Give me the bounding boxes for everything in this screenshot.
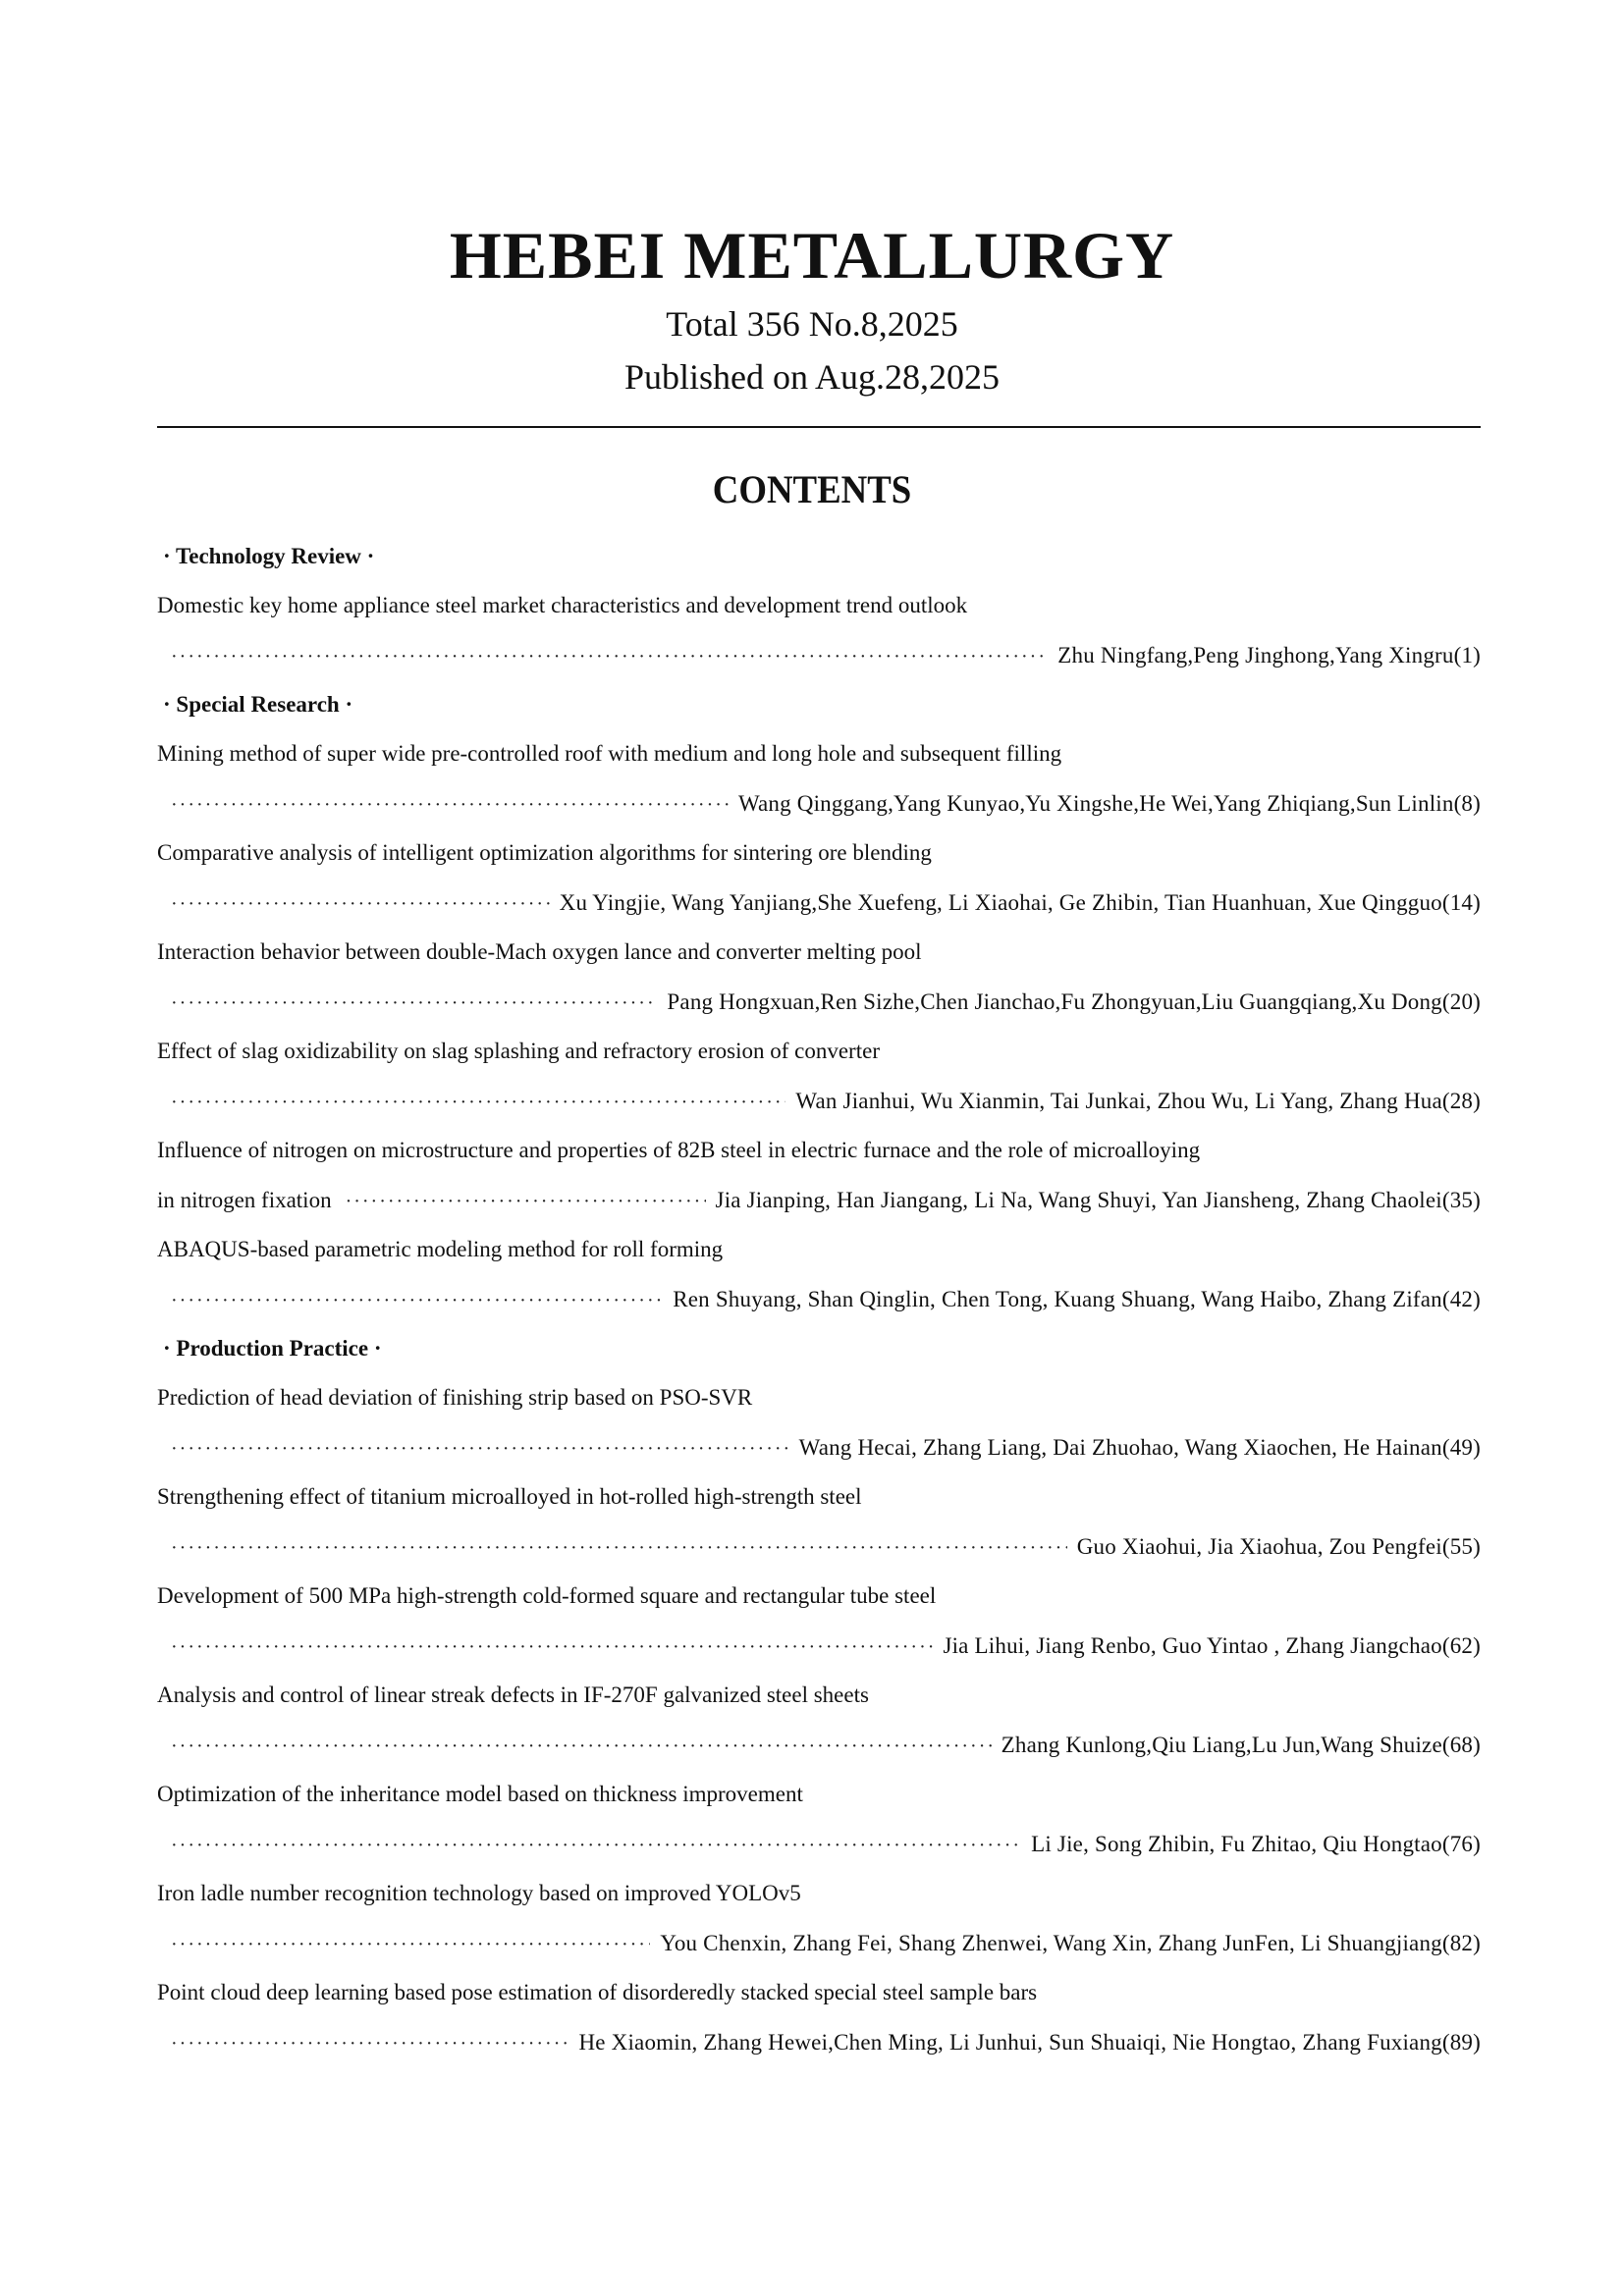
dot-leader <box>171 1523 1067 1574</box>
article-title[interactable]: Influence of nitrogen on microstructure and properties of 82B steel in electric furnace and the role of microalloying <box>157 1138 1201 1162</box>
dot-leader <box>171 2019 568 2069</box>
article-authors-page: Guo Xiaohui, Jia Xiaohua, Zou Pengfei(55) <box>1076 1534 1481 1559</box>
article-byline-row <box>157 878 1481 928</box>
article-byline-row <box>157 630 1481 680</box>
title-continuation: in nitrogen fixation <box>157 1188 332 1212</box>
article-byline-row <box>157 2017 1481 2067</box>
contents-heading: CONTENTS <box>712 467 912 511</box>
journal-title: HEBEI METALLURGY <box>449 218 1175 293</box>
section-heading: · Production Practice · <box>163 1336 382 1361</box>
dot-leader <box>171 780 729 830</box>
article-authors-page: Zhu Ningfang,Peng Jinghong,Yang Xingru(1) <box>1057 643 1481 667</box>
article-title[interactable]: Comparative analysis of intelligent optimization algorithms for sintering ore blending <box>157 840 932 865</box>
dot-leader <box>171 1078 785 1128</box>
article-authors-page: Pang Hongxuan,Ren Sizhe,Chen Jianchao,Fu Zhongyuan,Liu Guangqiang,Xu Dong(20) <box>667 989 1481 1014</box>
dot-leader <box>346 1177 706 1227</box>
article-title[interactable]: Effect of slag oxidizability on slag splashing and refractory erosion of converter <box>157 1039 880 1063</box>
article-authors-page: Wang Hecai, Zhang Liang, Dai Zhuohao, Wang Xiaochen, He Hainan(49) <box>798 1435 1481 1460</box>
article-byline-row <box>157 1918 1481 1968</box>
section-heading: · Special Research · <box>163 692 353 717</box>
dot-leader <box>171 1821 1021 1871</box>
issue-number: Total 356 No.8,2025 <box>666 304 958 344</box>
article-byline-row <box>157 1422 1481 1472</box>
article-authors-page: He Xiaomin, Zhang Hewei,Chen Ming, Li Junhui, Sun Shuaiqi, Nie Hongtao, Zhang Fuxiang(89) <box>578 2030 1481 2055</box>
article-authors-page: Jia Jianping, Han Jiangang, Li Na, Wang Shuyi, Yan Jiansheng, Zhang Chaolei(35) <box>715 1188 1481 1212</box>
article-byline-row <box>157 1076 1481 1126</box>
article-title[interactable]: Domestic key home appliance steel market characteristics and development trend outlook <box>157 593 968 617</box>
dot-leader <box>171 979 657 1029</box>
article-title[interactable]: ABAQUS-based parametric modeling method for roll forming <box>157 1237 724 1261</box>
article-authors-page: Ren Shuyang, Shan Qinglin, Chen Tong, Kuang Shuang, Wang Haibo, Zhang Zifan(42) <box>673 1287 1481 1311</box>
article-authors-page: Wan Jianhui, Wu Xianmin, Tai Junkai, Zhou Wu, Li Yang, Zhang Hua(28) <box>795 1089 1481 1113</box>
section-heading: · Technology Review · <box>163 544 375 568</box>
article-title[interactable]: Iron ladle number recognition technology based on improved YOLOv5 <box>157 1881 801 1905</box>
dot-leader <box>171 1424 789 1474</box>
dot-leader <box>171 1920 650 1970</box>
table-of-contents <box>157 532 1481 2067</box>
article-title[interactable]: Strengthening effect of titanium microalloyed in hot-rolled high-strength steel <box>157 1484 862 1509</box>
dot-leader <box>171 1276 663 1326</box>
article-title[interactable]: Prediction of head deviation of finishing strip based on PSO-SVR <box>157 1385 753 1410</box>
article-title[interactable]: Point cloud deep learning based pose estimation of disorderedly stacked special steel sample bars <box>157 1980 1038 2004</box>
dot-leader <box>171 880 550 930</box>
article-title[interactable]: Mining method of super wide pre-controlled roof with medium and long hole and subsequent filling <box>157 741 1062 766</box>
article-title[interactable]: Development of 500 MPa high-strength cold-formed square and rectangular tube steel <box>157 1583 937 1608</box>
article-authors-page: Jia Lihui, Jiang Renbo, Guo Yintao , Zhang Jiangchao(62) <box>943 1633 1481 1658</box>
article-byline-row <box>157 1175 1481 1225</box>
dot-leader <box>171 632 1048 682</box>
publication-date: Published on Aug.28,2025 <box>623 357 1001 397</box>
article-authors-page: Li Jie, Song Zhibin, Fu Zhitao, Qiu Hongtao(76) <box>1031 1832 1481 1856</box>
article-authors-page: Zhang Kunlong,Qiu Liang,Lu Jun,Wang Shuize(68) <box>1001 1733 1481 1757</box>
article-byline-row <box>157 1720 1481 1770</box>
article-title[interactable]: Interaction behavior between double-Mach oxygen lance and converter melting pool <box>157 939 922 964</box>
article-authors-page: You Chenxin, Zhang Fei, Shang Zhenwei, Wang Xin, Zhang JunFen, Li Shuangjiang(82) <box>660 1931 1481 1955</box>
article-byline-row <box>157 778 1481 828</box>
article-byline-row <box>157 977 1481 1027</box>
article-byline-row <box>157 1274 1481 1324</box>
article-byline-row <box>157 1819 1481 1869</box>
article-title[interactable]: Analysis and control of linear streak defects in IF-270F galvanized steel sheets <box>157 1682 869 1707</box>
header-divider <box>157 426 1481 428</box>
article-byline-row <box>157 1522 1481 1572</box>
article-authors-page: Xu Yingjie, Wang Yanjiang,She Xuefeng, Li Xiaohai, Ge Zhibin, Tian Huanhuan, Xue Qingguo(14) <box>559 890 1481 915</box>
article-byline-row <box>157 1621 1481 1671</box>
dot-leader <box>171 1722 992 1772</box>
article-title[interactable]: Optimization of the inheritance model based on thickness improvement <box>157 1782 803 1806</box>
dot-leader <box>171 1623 933 1673</box>
article-authors-page: Wang Qinggang,Yang Kunyao,Yu Xingshe,He Wei,Yang Zhiqiang,Sun Linlin(8) <box>737 791 1481 816</box>
